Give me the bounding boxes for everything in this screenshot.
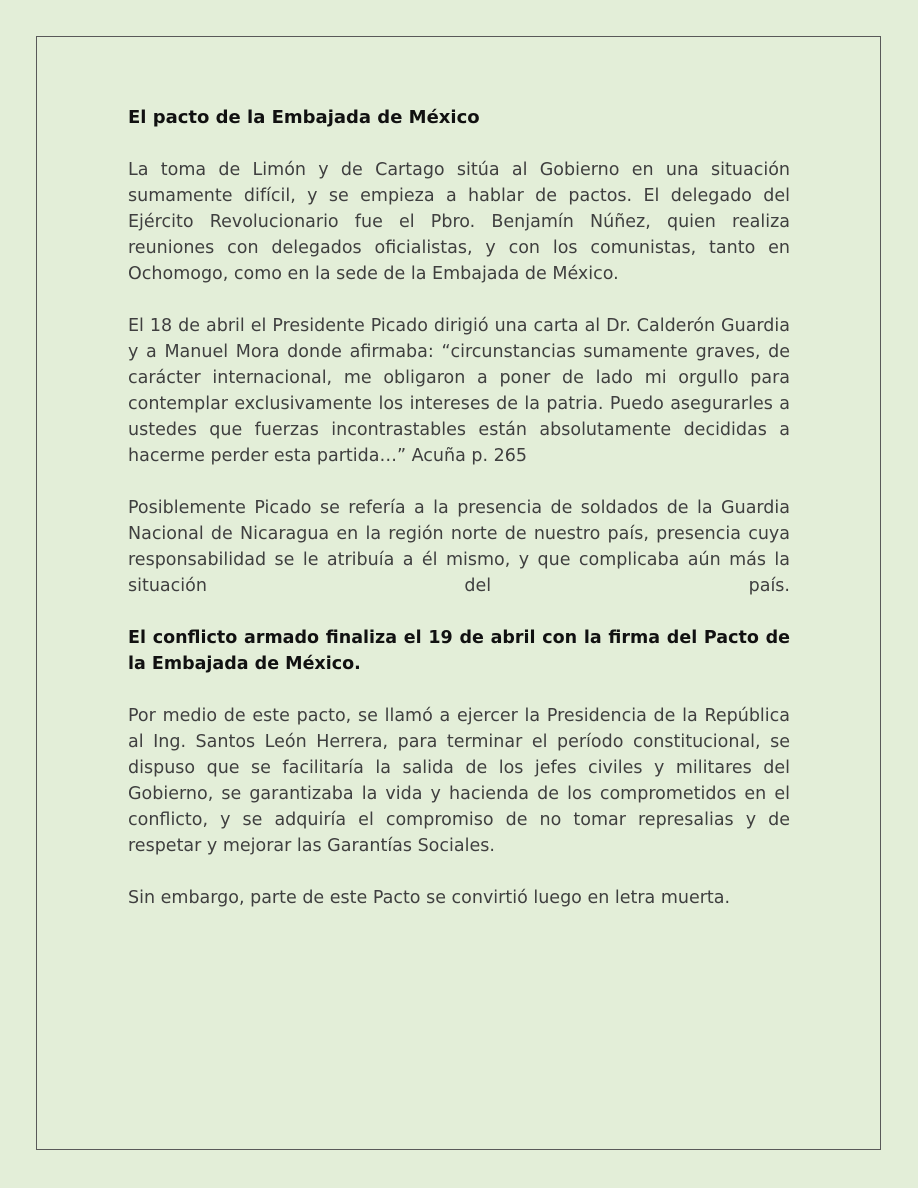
document-title: El pacto de la Embajada de México xyxy=(128,107,480,128)
document-body xyxy=(128,105,790,937)
paragraph-letra-muerta: Sin embargo, parte de este Pacto se convirtió luego en letra muerta. xyxy=(128,888,731,908)
paragraph-carta-picado: El 18 de abril el Presidente Picado dirigió una carta al Dr. Calderón Guardia y a Manuel Mora donde afirmaba: “circunstancias sumamente graves, de carácter internacional, me obligaron a poner de lado mi orgullo para contemplar exclusivamente los intereses de la patria. Puedo asegurarles a ustedes que fuerzas incontrastables están absolutamente decididas a hacerme perder esta partida…” Acuña p. 265 xyxy=(128,316,790,466)
paragraph-toma-de-limon: La toma de Limón y de Cartago sitúa al Gobierno en una situación sumamente difícil, y se empieza a hablar de pactos. El delegado del Ejército Revolucionario fue el Pbro. Benjamín Núñez, quien realiza reuniones con delegados oficialistas, y con los comunistas, tanto en Ochomogo, como en la sede de la Embajada de México. xyxy=(128,160,790,284)
paragraph-guardia-nacional: Posiblemente Picado se refería a la presencia de soldados de la Guardia Nacional de Nicaragua en la región norte de nuestro país, presencia cuya responsabilidad se le atribuía a él mismo, y que complicaba aún más la situación del país. xyxy=(128,498,790,596)
paragraph-fin-conflicto: El conflicto armado finaliza el 19 de abril con la firma del Pacto de la Embajada de México. xyxy=(128,628,790,674)
paragraph-terminos-pacto: Por medio de este pacto, se llamó a ejercer la Presidencia de la República al Ing. Santos León Herrera, para terminar el período constitucional, se dispuso que se facilitaría la salida de los jefes civiles y militares del Gobierno, se garantizaba la vida y hacienda de los comprometidos en el conflicto, y se adquiría el compromiso de no tomar represalias y de respetar y mejorar las Garantías Sociales. xyxy=(128,706,790,856)
